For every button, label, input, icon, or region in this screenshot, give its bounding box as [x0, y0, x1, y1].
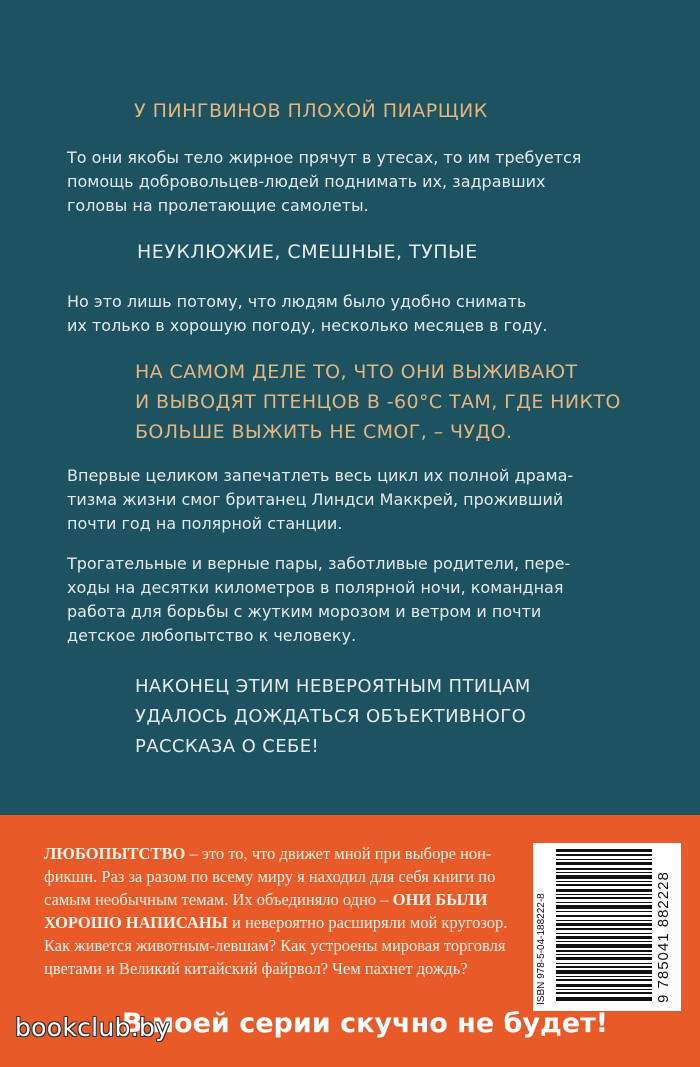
- blurb-mid-bold: ОНИ БЫЛИ ХОРОШО НАПИСАНЫ: [44, 890, 488, 932]
- publisher-blurb: [44, 842, 519, 980]
- barcode-digits: 9 785041 882228: [655, 871, 672, 1003]
- barcode-icon: [556, 849, 652, 1001]
- blurb-lead-bold: ЛЮБОПЫТСТВО: [44, 844, 186, 863]
- paragraph-mccrae: Впервые целиком запечатлеть весь цикл их полной драма- тизма жизни смог британец Линдси Маккрей, проживший почти год на полярной станции.: [67, 466, 574, 533]
- paragraph-penguin-life: Трогательные и верные пары, заботливые родители, пере- ходы на десятки километров в полярной ночи, командная работа для борьбы с жутким морозом и ветром и почти детское любопытство к человеку.: [67, 554, 571, 645]
- isbn-label: ISBN 978-5-04-188222-8: [536, 893, 547, 1005]
- series-slogan: В моей серии скучно не будет!: [122, 1008, 609, 1039]
- quote-objective-story: НАКОНЕЦ ЭТИМ НЕВЕРОЯТНЫМ ПТИЦАМ УДАЛОСЬ ДОЖДАТЬСЯ ОБЪЕКТИВНОГО РАССКАЗА О СЕБЕ!: [135, 676, 531, 757]
- heading-bad-pr: У ПИНГВИНОВ ПЛОХОЙ ПИАРЩИК: [134, 100, 488, 122]
- blurb-text-2: и невероятно расширяли мой кругозор. Как живется животным-левшам? Как устроены мировая торговля цветами и Великий китайский файрвол? Чем пахнет дождь?: [44, 913, 508, 978]
- quote-miracle: НА САМОМ ДЕЛЕ ТО, ЧТО ОНИ ВЫЖИВАЮТ И ВЫВОДЯТ ПТЕНЦОВ В -60°C ТАМ, ГДЕ НИКТО БОЛЬШЕ ВЫЖИТЬ НЕ СМОГ, – ЧУДО.: [135, 361, 621, 443]
- paragraph-weather: Но это лишь потому, что людям было удобно снимать их только в хорошую погоду, несколько месяцев в году.: [67, 292, 548, 335]
- site-watermark: bookclub.by: [15, 1013, 171, 1042]
- paragraph-myths: То они якобы тело жирное прячут в утесах, то им требуется помощь добровольцев-людей поднимать их, задравших головы на пролетающие самолеты.: [67, 148, 582, 215]
- blurb-text-1: – это то, что движет мной при выборе нон-фикшн. Раз за разом по всему миру я находил для себя книги по самым необычным темам. Их объединяло одно –: [44, 844, 496, 909]
- heading-clumsy: НЕУКЛЮЖИЕ, СМЕШНЫЕ, ТУПЫЕ: [137, 241, 478, 263]
